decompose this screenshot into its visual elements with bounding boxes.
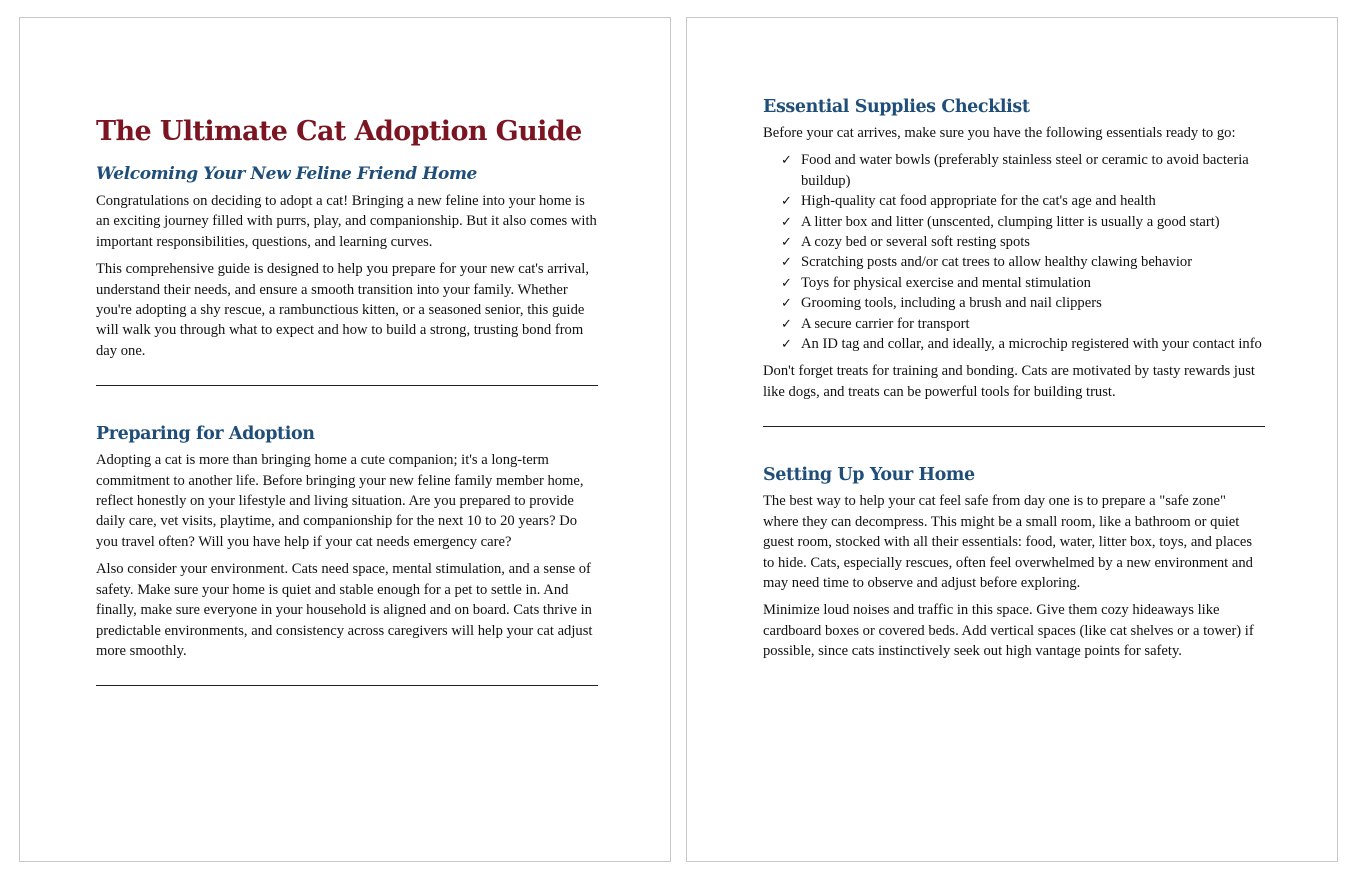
document-subtitle: Welcoming Your New Feline Friend Home xyxy=(96,164,477,184)
intro-paragraph: Congratulations on deciding to adopt a cat! Bringing a new feline into your home is an exciting journey filled with purrs, play, and companionship. But it also comes with important responsibilities, questions, and learning curves. xyxy=(96,193,597,250)
supplies-intro: Before your cat arrives, make sure you have the following essentials ready to go: xyxy=(763,125,1236,141)
check-icon: ✓ xyxy=(781,274,792,290)
checklist-item-text: Food and water bowls (preferably stainless steel or ceramic to avoid bacteria buildup) xyxy=(801,152,1249,189)
check-icon: ✓ xyxy=(781,213,792,229)
checklist-item-text: Toys for physical exercise and mental stimulation xyxy=(801,274,1091,291)
page-2-content xyxy=(763,95,1265,669)
section-heading-home: Setting Up Your Home xyxy=(763,465,975,486)
checklist-item-text: Grooming tools, including a brush and nail clippers xyxy=(801,295,1102,312)
intro-paragraph: This comprehensive guide is designed to help you prepare for your new cat's arrival, understand their needs, and ensure a smooth transition into your family. Whether you're adopting a shy rescue, a rambunctious kitten, or a seasoned senior, this guide will walk you through what to expect and how to build a strong, trusting bond from day one. xyxy=(96,261,589,359)
check-icon: ✓ xyxy=(781,315,792,331)
check-icon: ✓ xyxy=(781,234,792,250)
checklist-item-text: A secure carrier for transport xyxy=(801,315,970,332)
document-title: The Ultimate Cat Adoption Guide xyxy=(96,116,582,147)
checklist-item xyxy=(781,232,1265,252)
supplies-checklist xyxy=(763,150,1265,354)
document-page-1 xyxy=(19,17,671,862)
checklist-item-text: A litter box and litter (unscented, clumping litter is usually a good start) xyxy=(801,213,1220,230)
section-divider xyxy=(96,385,598,386)
page-1-content xyxy=(96,114,598,686)
checklist-item-text: A cozy bed or several soft resting spots xyxy=(801,234,1030,251)
check-icon: ✓ xyxy=(781,295,792,311)
section-divider xyxy=(763,426,1265,427)
checklist-item xyxy=(781,212,1265,232)
section-paragraph: Adopting a cat is more than bringing home a cute companion; it's a long-term commitment to another life. Before bringing your new feline family member home, reflect honestly on your lifestyle and living situation. Are you prepared to provide daily care, vet visits, playtime, and companionship for the next 10 to 20 years? Do you travel often? Will you have help if your cat needs emergency care? xyxy=(96,452,584,550)
checklist-item xyxy=(781,150,1265,191)
checklist-item xyxy=(781,334,1265,354)
section-paragraph: The best way to help your cat feel safe from day one is to prepare a "safe zone" where they can decompress. This might be a small room, like a bathroom or quiet guest room, stocked with all their essentials: food, water, litter box, toys, and places to hide. Cats, especially rescues, often feel overwhelmed by a new environment and may need time to observe and adjust before exploring. xyxy=(763,493,1253,591)
supplies-outro: Don't forget treats for training and bonding. Cats are motivated by tasty rewards just like dogs, and treats can be powerful tools for building trust. xyxy=(763,363,1255,400)
document-page-2 xyxy=(686,17,1338,862)
check-icon: ✓ xyxy=(781,336,792,352)
section-divider xyxy=(96,685,598,686)
checklist-item-text: High-quality cat food appropriate for the cat's age and health xyxy=(801,193,1156,210)
section-paragraph: Also consider your environment. Cats need space, mental stimulation, and a sense of safety. Make sure your home is quiet and stable enough for a pet to settle in. And finally, make sure everyone in your household is aligned and on board. Cats thrive in predictable environments, and consistency across caregivers will help your cat adjust more smoothly. xyxy=(96,561,593,659)
checklist-item xyxy=(781,273,1265,293)
checklist-item xyxy=(781,314,1265,334)
checklist-item-text: An ID tag and collar, and ideally, a microchip registered with your contact info xyxy=(801,336,1262,353)
check-icon: ✓ xyxy=(781,152,792,168)
section-heading-supplies: Essential Supplies Checklist xyxy=(763,97,1030,117)
check-icon: ✓ xyxy=(781,254,792,270)
checklist-item xyxy=(781,252,1265,272)
checklist-item-text: Scratching posts and/or cat trees to allow healthy clawing behavior xyxy=(801,254,1193,271)
section-paragraph: Minimize loud noises and traffic in this space. Give them cozy hideaways like cardboard boxes or covered beds. Add vertical spaces (like cat shelves or a tower) if possible, since cats instinctively seek out high vantage points for safety. xyxy=(763,602,1254,660)
checklist-item xyxy=(781,293,1265,313)
check-icon: ✓ xyxy=(781,193,792,209)
checklist-item xyxy=(781,191,1265,211)
section-heading-preparing: Preparing for Adoption xyxy=(96,424,315,445)
